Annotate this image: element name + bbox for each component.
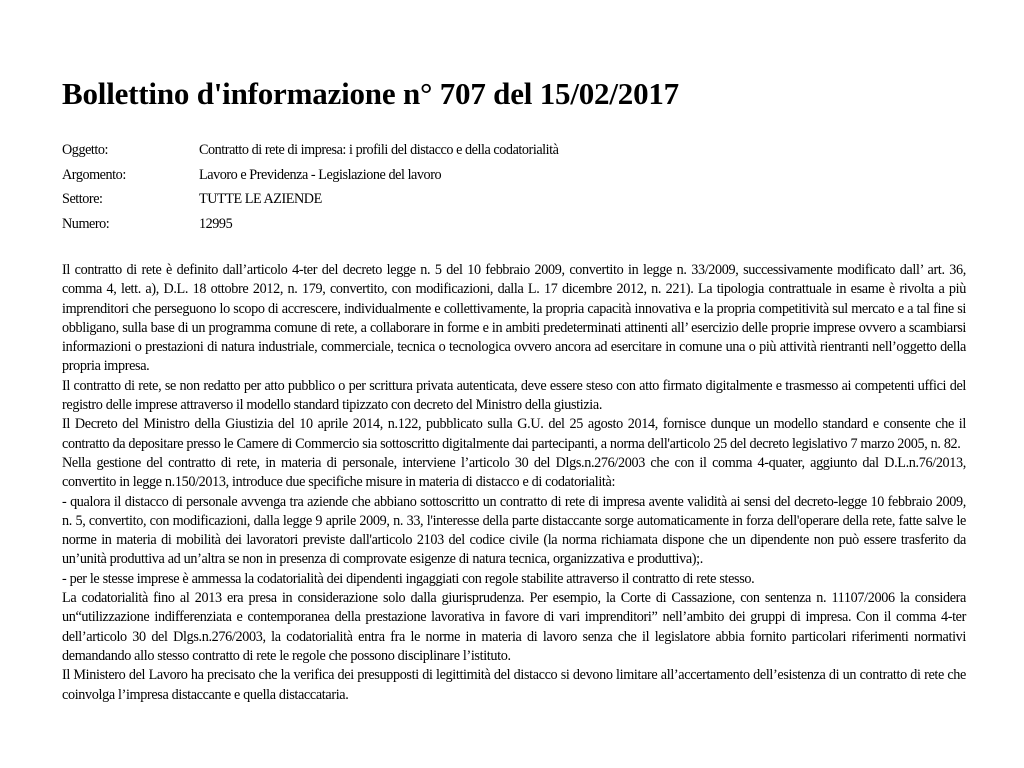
body-paragraph: Il Decreto del Ministro della Giustizia del 10 aprile 2014, n.122, pubblicato sulla G.U. del 25 agosto 2014, fornisce dunque un modello standard e consente che il contratto da depositare presso le Camere di Commercio sia sottoscritto digitalmente dai partecipanti, a norma dell'articolo 25 del decreto legislativo 7 marzo 2005, n. 82. bbox=[62, 416, 966, 452]
body-paragraph: - per le stesse imprese è ammessa la codatorialità dei dipendenti ingaggiati con regole stabilite attraverso il contratto di rete stesso. bbox=[62, 570, 755, 587]
meta-row-oggetto bbox=[62, 138, 966, 163]
meta-label: Oggetto: bbox=[62, 142, 109, 158]
meta-row-settore bbox=[62, 187, 966, 212]
meta-value: TUTTE LE AZIENDE bbox=[199, 191, 322, 207]
page-title: Bollettino d'informazione n° 707 del 15/02/2017 bbox=[62, 76, 679, 111]
meta-value: Lavoro e Previdenza - Legislazione del lavoro bbox=[199, 166, 442, 183]
meta-label: Argomento: bbox=[62, 166, 126, 183]
meta-row-numero bbox=[62, 212, 966, 237]
body-paragraph: Nella gestione del contratto di rete, in materia di personale, interviene l’articolo 30 del Dlgs.n.276/2003 che con il comma 4-quater, aggiunto dal D.L.n.76/2013, convertito in legge n.150/2013, introduce due specifiche misure in materia di distacco e di codatorialità: bbox=[62, 454, 966, 491]
metadata-table bbox=[62, 138, 966, 236]
article-body bbox=[62, 261, 966, 705]
body-paragraph: La codatorialità fino al 2013 era presa in considerazione solo dalla giurisprudenza. Per esempio, la Corte di Cassazione, con sentenza n. 11107/2006 la considera un“utilizzazione indifferenziata e contemporanea della prestazione lavorativa in favore di vari imprenditori” nell’ambito dei gruppi di impresa. Con il comma 4-ter dell’articolo 30 del Dlgs.n.276/2003, la codatorialità entra fra le norme in materia di lavoro senza che il legislatore abbia fornito particolari riferimenti normativi demandando allo stesso contratto di rete le regole che possono disciplinare l’istituto. bbox=[62, 590, 966, 664]
body-paragraph: Il contratto di rete è definito dall’articolo 4-ter del decreto legge n. 5 del 10 febbraio 2009, convertito in legge n. 33/2009, successivamente modificato dall’ art. 36, comma 4, lett. a), D.L. 18 ottobre 2012, n. 179, convertito, con modificazioni, dalla L. 17 dicembre 2012, n. 221). La tipologia contrattuale in esame è rivolta a più imprenditori che perseguono lo scopo di accrescere, individualmente e collettivamente, la propria capacità innovativa e la propria competitività sul mercato e a tal fine si obbligano, sulla base di un programma comune di rete, a collaborare in forme e in ambiti predeterminati attinenti all’ esercizio delle proprie imprese ovvero a scambiarsi informazioni o prestazioni di natura industriale, commerciale, tecnica o tecnologica ovvero ancora ad esercitare in comune una o più attività rientranti nell’oggetto della propria impresa. bbox=[62, 262, 966, 375]
body-paragraph: Il Ministero del Lavoro ha precisato che la verifica dei presupposti di legittimità del distacco si devono limitare all’accertamento dell’esistenza di un contratto di rete che coinvolga l’impresa distaccante e quella distaccataria. bbox=[62, 667, 966, 703]
body-paragraph: Il contratto di rete, se non redatto per atto pubblico o per scrittura privata autenticata, deve essere steso con atto firmato digitalmente e trasmesso ai competenti uffici del registro delle imprese attraverso il modello standard tipizzato con decreto del Ministro della giustizia. bbox=[62, 377, 966, 414]
meta-label: Settore: bbox=[62, 191, 103, 207]
meta-label: Numero: bbox=[62, 215, 110, 232]
meta-value: Contratto di rete di impresa: i profili del distacco e della codatorialità bbox=[199, 142, 559, 158]
meta-value: 12995 bbox=[199, 215, 233, 232]
meta-row-argomento bbox=[62, 163, 966, 188]
body-paragraph: - qualora il distacco di personale avvenga tra aziende che abbiano sottoscritto un contratto di rete di impresa avente validità ai sensi del decreto-legge 10 febbraio 2009, n. 5, convertito, con modificazioni, dalla legge 9 aprile 2009, n. 33, l'interesse della parte distaccante sorge automaticamente in forza dell'operare della rete, fatte salve le norme in materia di mobilità dei lavoratori previste dall'articolo 2103 del codice civile (la norma richiamata dispone che un dipendente non può essere trasferito da un’unità produttiva ad un’altra se non in presenza di comprovate esigenze di natura tecnica, organizzativa e produttiva);. bbox=[62, 493, 966, 568]
